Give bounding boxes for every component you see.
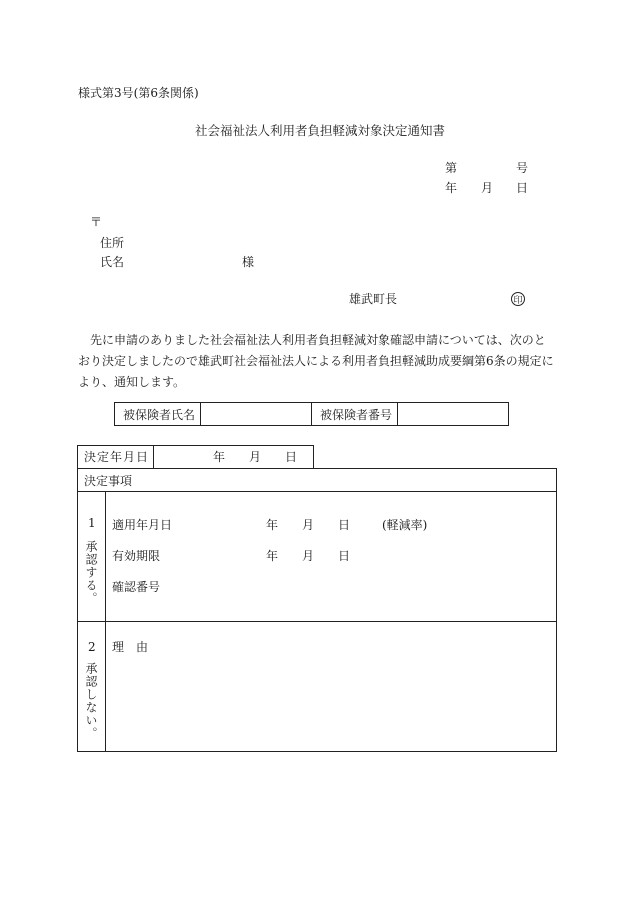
insured-number-value: [398, 403, 508, 425]
apply-month: 月: [302, 518, 315, 532]
doc-no-go: 号: [516, 161, 529, 175]
apply-date-label: 適用年月日: [112, 518, 173, 532]
apply-day: 日: [338, 518, 351, 532]
approve-label: 承認する。: [84, 540, 98, 605]
decision-items-label: 決定事項: [84, 474, 133, 488]
insured-name-label: 被保険者氏名: [115, 403, 201, 425]
valid-month: 月: [302, 549, 315, 563]
reduction-rate-label: (軽減率): [382, 518, 428, 532]
approve-number: 1: [88, 516, 96, 530]
document-title: 社会福祉法人利用者負担軽減対象決定通知書: [195, 123, 446, 138]
reject-number: 2: [88, 640, 96, 654]
items-header-rule: [77, 491, 557, 492]
valid-period-label: 有効期限: [112, 549, 161, 563]
confirmation-no-label: 確認番号: [112, 580, 161, 594]
insured-name-value: [201, 403, 312, 425]
section-divider: [77, 621, 557, 622]
valid-day: 日: [338, 549, 351, 563]
notice-body: 先に申請のありました社会福祉法人利用者負担軽減対象確認申請については、次のとおり決定しましたので雄武町社会福祉法人による利用者負担軽減助成要綱第6条の規定により、通知します。: [78, 333, 554, 389]
decision-date-month: 月: [249, 450, 262, 464]
insured-number-label: 被保険者番号: [312, 403, 398, 425]
address-label: 住所: [100, 236, 125, 250]
reason-label: 理 由: [112, 640, 149, 654]
number-column-rule: [105, 491, 106, 752]
name-label: 氏名: [100, 255, 125, 269]
decision-date-year: 年: [213, 450, 226, 464]
decision-items-frame: [77, 468, 557, 752]
insured-table: [114, 402, 509, 426]
valid-year: 年: [266, 549, 279, 563]
issuer-title: 雄武町長: [349, 292, 398, 306]
issue-year: 年: [445, 181, 458, 195]
decision-date-divider: [153, 445, 154, 469]
decision-date-day: 日: [285, 450, 298, 464]
issue-month: 月: [481, 181, 494, 195]
apply-year: 年: [266, 518, 279, 532]
seal-mark: 印: [511, 292, 525, 306]
reject-label: 承認しない。: [84, 662, 98, 740]
honorific: 様: [242, 255, 255, 269]
doc-no-dai: 第: [445, 161, 458, 175]
issue-day: 日: [516, 181, 529, 195]
decision-date-label: 決定年月日: [84, 450, 150, 464]
form-number: 様式第3号(第6条関係): [78, 86, 199, 100]
postal-mark: 〒: [90, 215, 103, 229]
